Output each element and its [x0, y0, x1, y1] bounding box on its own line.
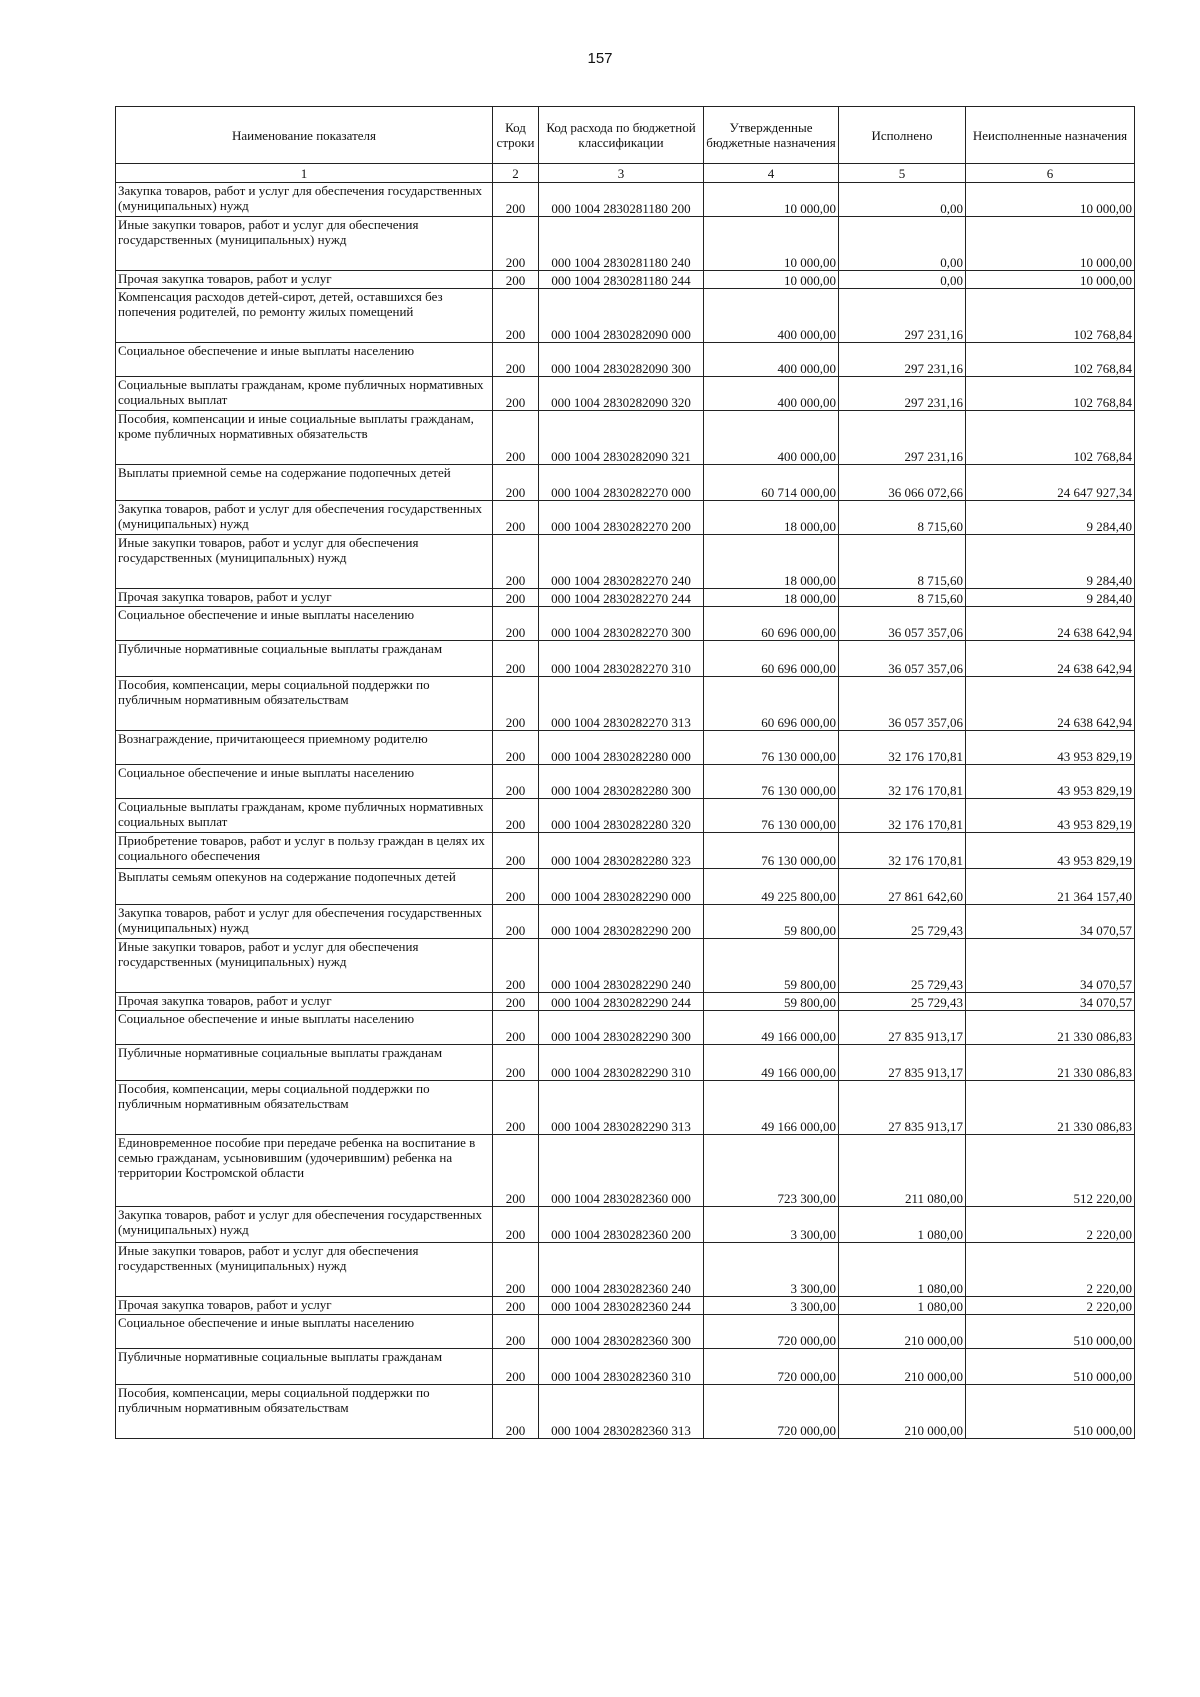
row-executed-amount: 32 176 170,81 — [839, 765, 966, 799]
table-row — [116, 589, 1135, 607]
budget-execution-table — [115, 106, 1135, 1439]
row-unexecuted-amount: 9 284,40 — [966, 501, 1135, 535]
row-executed-amount: 32 176 170,81 — [839, 799, 966, 833]
row-approved-amount: 49 166 000,00 — [704, 1081, 839, 1135]
row-budget-class-code: 000 1004 2830282270 200 — [539, 501, 704, 535]
row-approved-amount: 76 130 000,00 — [704, 833, 839, 869]
row-approved-amount: 59 800,00 — [704, 993, 839, 1011]
row-line-code: 200 — [493, 607, 539, 641]
row-budget-class-code: 000 1004 2830282270 240 — [539, 535, 704, 589]
row-unexecuted-amount: 43 953 829,19 — [966, 731, 1135, 765]
row-executed-amount: 36 057 357,06 — [839, 677, 966, 731]
row-unexecuted-amount: 102 768,84 — [966, 343, 1135, 377]
row-line-code: 200 — [493, 535, 539, 589]
row-budget-class-code: 000 1004 2830282270 300 — [539, 607, 704, 641]
row-budget-class-code: 000 1004 2830282090 321 — [539, 411, 704, 465]
table-row — [116, 289, 1135, 343]
row-executed-amount: 0,00 — [839, 183, 966, 217]
table-row — [116, 465, 1135, 501]
row-unexecuted-amount: 9 284,40 — [966, 535, 1135, 589]
row-budget-class-code: 000 1004 2830282290 300 — [539, 1011, 704, 1045]
row-line-code: 200 — [493, 993, 539, 1011]
row-executed-amount: 25 729,43 — [839, 939, 966, 993]
row-unexecuted-amount: 34 070,57 — [966, 905, 1135, 939]
row-name: Закупка товаров, работ и услуг для обеспечения государственных (муниципальных) нужд — [116, 1207, 493, 1243]
row-unexecuted-amount: 510 000,00 — [966, 1385, 1135, 1439]
row-name: Пособия, компенсации, меры социальной поддержки по публичным нормативным обязательствам — [116, 1385, 493, 1439]
column-number: 2 — [493, 164, 539, 183]
row-line-code: 200 — [493, 731, 539, 765]
row-name: Пособия, компенсации, меры социальной поддержки по публичным нормативным обязательствам — [116, 677, 493, 731]
row-line-code: 200 — [493, 1011, 539, 1045]
header-row — [116, 107, 1135, 164]
row-executed-amount: 210 000,00 — [839, 1315, 966, 1349]
row-name: Прочая закупка товаров, работ и услуг — [116, 271, 493, 289]
row-name: Вознаграждение, причитающееся приемному родителю — [116, 731, 493, 765]
row-approved-amount: 60 696 000,00 — [704, 607, 839, 641]
table-row — [116, 677, 1135, 731]
row-line-code: 200 — [493, 799, 539, 833]
row-unexecuted-amount: 34 070,57 — [966, 993, 1135, 1011]
row-approved-amount: 60 714 000,00 — [704, 465, 839, 501]
row-executed-amount: 0,00 — [839, 217, 966, 271]
row-budget-class-code: 000 1004 2830282360 310 — [539, 1349, 704, 1385]
table-row — [116, 1011, 1135, 1045]
row-budget-class-code: 000 1004 2830282270 313 — [539, 677, 704, 731]
row-approved-amount: 720 000,00 — [704, 1385, 839, 1439]
row-line-code: 200 — [493, 501, 539, 535]
row-unexecuted-amount: 21 330 086,83 — [966, 1081, 1135, 1135]
row-line-code: 200 — [493, 377, 539, 411]
table-row — [116, 271, 1135, 289]
row-unexecuted-amount: 102 768,84 — [966, 289, 1135, 343]
row-name: Иные закупки товаров, работ и услуг для обеспечения государственных (муниципальных) нужд — [116, 535, 493, 589]
row-approved-amount: 18 000,00 — [704, 589, 839, 607]
column-number-row — [116, 164, 1135, 183]
row-approved-amount: 49 225 800,00 — [704, 869, 839, 905]
row-approved-amount: 76 130 000,00 — [704, 731, 839, 765]
row-unexecuted-amount: 21 364 157,40 — [966, 869, 1135, 905]
row-unexecuted-amount: 21 330 086,83 — [966, 1011, 1135, 1045]
table-row — [116, 833, 1135, 869]
row-line-code: 200 — [493, 1135, 539, 1207]
table-row — [116, 641, 1135, 677]
row-budget-class-code: 000 1004 2830282360 313 — [539, 1385, 704, 1439]
row-name: Социальные выплаты гражданам, кроме публичных нормативных социальных выплат — [116, 377, 493, 411]
row-executed-amount: 297 231,16 — [839, 289, 966, 343]
row-line-code: 200 — [493, 589, 539, 607]
row-unexecuted-amount: 10 000,00 — [966, 271, 1135, 289]
row-executed-amount: 0,00 — [839, 271, 966, 289]
table-row — [116, 501, 1135, 535]
row-approved-amount: 10 000,00 — [704, 183, 839, 217]
row-name: Социальное обеспечение и иные выплаты населению — [116, 765, 493, 799]
row-unexecuted-amount: 102 768,84 — [966, 411, 1135, 465]
table-row — [116, 1297, 1135, 1315]
header-line-code: Код строки — [493, 107, 539, 164]
row-budget-class-code: 000 1004 2830281180 200 — [539, 183, 704, 217]
row-name: Прочая закупка товаров, работ и услуг — [116, 589, 493, 607]
row-name: Прочая закупка товаров, работ и услуг — [116, 1297, 493, 1315]
row-budget-class-code: 000 1004 2830282360 244 — [539, 1297, 704, 1315]
row-executed-amount: 25 729,43 — [839, 905, 966, 939]
row-executed-amount: 27 835 913,17 — [839, 1081, 966, 1135]
row-name: Социальные выплаты гражданам, кроме публичных нормативных социальных выплат — [116, 799, 493, 833]
table-row — [116, 607, 1135, 641]
row-executed-amount: 32 176 170,81 — [839, 731, 966, 765]
row-line-code: 200 — [493, 1315, 539, 1349]
row-budget-class-code: 000 1004 2830282280 323 — [539, 833, 704, 869]
table-row — [116, 183, 1135, 217]
header-budget-class-code: Код расхода по бюджетной классификации — [539, 107, 704, 164]
row-budget-class-code: 000 1004 2830282290 310 — [539, 1045, 704, 1081]
row-unexecuted-amount: 510 000,00 — [966, 1315, 1135, 1349]
row-budget-class-code: 000 1004 2830282360 200 — [539, 1207, 704, 1243]
row-line-code: 200 — [493, 677, 539, 731]
table-row — [116, 1207, 1135, 1243]
row-approved-amount: 400 000,00 — [704, 377, 839, 411]
row-executed-amount: 36 057 357,06 — [839, 607, 966, 641]
page-number: 157 — [587, 50, 613, 67]
table-row — [116, 799, 1135, 833]
row-budget-class-code: 000 1004 2830282360 240 — [539, 1243, 704, 1297]
row-executed-amount: 27 835 913,17 — [839, 1011, 966, 1045]
row-executed-amount: 32 176 170,81 — [839, 833, 966, 869]
column-number: 3 — [539, 164, 704, 183]
row-executed-amount: 36 057 357,06 — [839, 641, 966, 677]
row-line-code: 200 — [493, 765, 539, 799]
row-executed-amount: 27 835 913,17 — [839, 1045, 966, 1081]
table-row — [116, 535, 1135, 589]
row-executed-amount: 297 231,16 — [839, 343, 966, 377]
row-name: Публичные нормативные социальные выплаты гражданам — [116, 641, 493, 677]
row-executed-amount: 8 715,60 — [839, 589, 966, 607]
row-line-code: 200 — [493, 411, 539, 465]
row-unexecuted-amount: 2 220,00 — [966, 1297, 1135, 1315]
row-line-code: 200 — [493, 939, 539, 993]
table-row — [116, 1385, 1135, 1439]
row-unexecuted-amount: 43 953 829,19 — [966, 833, 1135, 869]
header-executed: Исполнено — [839, 107, 966, 164]
row-executed-amount: 1 080,00 — [839, 1297, 966, 1315]
row-executed-amount: 25 729,43 — [839, 993, 966, 1011]
table-row — [116, 1315, 1135, 1349]
row-budget-class-code: 000 1004 2830282280 320 — [539, 799, 704, 833]
row-executed-amount: 211 080,00 — [839, 1135, 966, 1207]
row-approved-amount: 76 130 000,00 — [704, 765, 839, 799]
row-approved-amount: 59 800,00 — [704, 905, 839, 939]
row-line-code: 200 — [493, 869, 539, 905]
column-number: 5 — [839, 164, 966, 183]
table-row — [116, 993, 1135, 1011]
table-row — [116, 1045, 1135, 1081]
row-executed-amount: 297 231,16 — [839, 411, 966, 465]
row-budget-class-code: 000 1004 2830282290 313 — [539, 1081, 704, 1135]
row-unexecuted-amount: 512 220,00 — [966, 1135, 1135, 1207]
table-row — [116, 411, 1135, 465]
row-name: Выплаты приемной семье на содержание подопечных детей — [116, 465, 493, 501]
row-unexecuted-amount: 10 000,00 — [966, 217, 1135, 271]
row-approved-amount: 400 000,00 — [704, 289, 839, 343]
row-budget-class-code: 000 1004 2830282090 300 — [539, 343, 704, 377]
row-unexecuted-amount: 21 330 086,83 — [966, 1045, 1135, 1081]
row-unexecuted-amount: 24 638 642,94 — [966, 677, 1135, 731]
table-row — [116, 869, 1135, 905]
row-budget-class-code: 000 1004 2830282090 320 — [539, 377, 704, 411]
table-row — [116, 1243, 1135, 1297]
row-name: Закупка товаров, работ и услуг для обеспечения государственных (муниципальных) нужд — [116, 905, 493, 939]
row-name: Социальное обеспечение и иные выплаты населению — [116, 343, 493, 377]
row-approved-amount: 720 000,00 — [704, 1349, 839, 1385]
row-unexecuted-amount: 34 070,57 — [966, 939, 1135, 993]
row-name: Прочая закупка товаров, работ и услуг — [116, 993, 493, 1011]
header-approved: Утвержденные бюджетные назначения — [704, 107, 839, 164]
row-approved-amount: 10 000,00 — [704, 217, 839, 271]
row-unexecuted-amount: 43 953 829,19 — [966, 765, 1135, 799]
row-name: Публичные нормативные социальные выплаты гражданам — [116, 1349, 493, 1385]
row-line-code: 200 — [493, 1385, 539, 1439]
row-line-code: 200 — [493, 343, 539, 377]
row-approved-amount: 60 696 000,00 — [704, 641, 839, 677]
column-number: 4 — [704, 164, 839, 183]
row-line-code: 200 — [493, 905, 539, 939]
row-budget-class-code: 000 1004 2830281180 240 — [539, 217, 704, 271]
row-budget-class-code: 000 1004 2830282290 244 — [539, 993, 704, 1011]
row-approved-amount: 18 000,00 — [704, 501, 839, 535]
table-row — [116, 1349, 1135, 1385]
row-name: Иные закупки товаров, работ и услуг для обеспечения государственных (муниципальных) нужд — [116, 217, 493, 271]
row-approved-amount: 18 000,00 — [704, 535, 839, 589]
row-line-code: 200 — [493, 833, 539, 869]
row-budget-class-code: 000 1004 2830282280 300 — [539, 765, 704, 799]
row-approved-amount: 59 800,00 — [704, 939, 839, 993]
row-unexecuted-amount: 9 284,40 — [966, 589, 1135, 607]
table-row — [116, 905, 1135, 939]
row-name: Иные закупки товаров, работ и услуг для обеспечения государственных (муниципальных) нужд — [116, 1243, 493, 1297]
row-line-code: 200 — [493, 289, 539, 343]
row-name: Публичные нормативные социальные выплаты гражданам — [116, 1045, 493, 1081]
row-line-code: 200 — [493, 465, 539, 501]
row-approved-amount: 76 130 000,00 — [704, 799, 839, 833]
row-executed-amount: 8 715,60 — [839, 535, 966, 589]
header-unexecuted: Неисполненные назначения — [966, 107, 1135, 164]
row-budget-class-code: 000 1004 2830281180 244 — [539, 271, 704, 289]
row-executed-amount: 297 231,16 — [839, 377, 966, 411]
row-executed-amount: 8 715,60 — [839, 501, 966, 535]
table-row — [116, 377, 1135, 411]
row-unexecuted-amount: 510 000,00 — [966, 1349, 1135, 1385]
row-name: Выплаты семьям опекунов на содержание подопечных детей — [116, 869, 493, 905]
row-unexecuted-amount: 43 953 829,19 — [966, 799, 1135, 833]
row-name: Приобретение товаров, работ и услуг в пользу граждан в целях их социального обеспечения — [116, 833, 493, 869]
row-approved-amount: 400 000,00 — [704, 411, 839, 465]
row-budget-class-code: 000 1004 2830282290 200 — [539, 905, 704, 939]
row-line-code: 200 — [493, 1081, 539, 1135]
row-approved-amount: 49 166 000,00 — [704, 1011, 839, 1045]
row-budget-class-code: 000 1004 2830282270 000 — [539, 465, 704, 501]
row-name: Пособия, компенсации, меры социальной поддержки по публичным нормативным обязательствам — [116, 1081, 493, 1135]
column-number: 6 — [966, 164, 1135, 183]
row-line-code: 200 — [493, 1207, 539, 1243]
row-approved-amount: 400 000,00 — [704, 343, 839, 377]
row-executed-amount: 210 000,00 — [839, 1385, 966, 1439]
row-budget-class-code: 000 1004 2830282290 000 — [539, 869, 704, 905]
row-unexecuted-amount: 24 647 927,34 — [966, 465, 1135, 501]
row-name: Социальное обеспечение и иные выплаты населению — [116, 607, 493, 641]
table-body — [116, 183, 1135, 1439]
row-line-code: 200 — [493, 183, 539, 217]
row-line-code: 200 — [493, 217, 539, 271]
row-unexecuted-amount: 24 638 642,94 — [966, 641, 1135, 677]
row-budget-class-code: 000 1004 2830282360 300 — [539, 1315, 704, 1349]
row-name: Закупка товаров, работ и услуг для обеспечения государственных (муниципальных) нужд — [116, 183, 493, 217]
row-executed-amount: 1 080,00 — [839, 1243, 966, 1297]
row-budget-class-code: 000 1004 2830282290 240 — [539, 939, 704, 993]
row-name: Закупка товаров, работ и услуг для обеспечения государственных (муниципальных) нужд — [116, 501, 493, 535]
row-unexecuted-amount: 24 638 642,94 — [966, 607, 1135, 641]
table-row — [116, 343, 1135, 377]
table-row — [116, 731, 1135, 765]
row-approved-amount: 10 000,00 — [704, 271, 839, 289]
row-name: Единовременное пособие при передаче ребенка на воспитание в семью гражданам, усыновившим (удочерившим) ребенка на территории Костромской области — [116, 1135, 493, 1207]
row-line-code: 200 — [493, 1349, 539, 1385]
row-approved-amount: 723 300,00 — [704, 1135, 839, 1207]
row-unexecuted-amount: 2 220,00 — [966, 1207, 1135, 1243]
row-approved-amount: 60 696 000,00 — [704, 677, 839, 731]
row-line-code: 200 — [493, 1297, 539, 1315]
table-row — [116, 1135, 1135, 1207]
row-budget-class-code: 000 1004 2830282090 000 — [539, 289, 704, 343]
row-name: Компенсация расходов детей-сирот, детей, оставшихся без попечения родителей, по ремонту жилых помещений — [116, 289, 493, 343]
row-budget-class-code: 000 1004 2830282280 000 — [539, 731, 704, 765]
header-indicator-name: Наименование показателя — [116, 107, 493, 164]
column-number: 1 — [116, 164, 493, 183]
row-executed-amount: 210 000,00 — [839, 1349, 966, 1385]
row-approved-amount: 3 300,00 — [704, 1207, 839, 1243]
table-row — [116, 217, 1135, 271]
row-line-code: 200 — [493, 641, 539, 677]
row-budget-class-code: 000 1004 2830282360 000 — [539, 1135, 704, 1207]
row-name: Иные закупки товаров, работ и услуг для обеспечения государственных (муниципальных) нужд — [116, 939, 493, 993]
table-row — [116, 1081, 1135, 1135]
row-unexecuted-amount: 2 220,00 — [966, 1243, 1135, 1297]
row-unexecuted-amount: 10 000,00 — [966, 183, 1135, 217]
row-name: Социальное обеспечение и иные выплаты населению — [116, 1315, 493, 1349]
row-line-code: 200 — [493, 1243, 539, 1297]
row-budget-class-code: 000 1004 2830282270 244 — [539, 589, 704, 607]
row-approved-amount: 49 166 000,00 — [704, 1045, 839, 1081]
row-line-code: 200 — [493, 271, 539, 289]
table-row — [116, 939, 1135, 993]
row-approved-amount: 3 300,00 — [704, 1297, 839, 1315]
row-budget-class-code: 000 1004 2830282270 310 — [539, 641, 704, 677]
row-name: Пособия, компенсации и иные социальные выплаты гражданам, кроме публичных нормативных обязательств — [116, 411, 493, 465]
row-approved-amount: 720 000,00 — [704, 1315, 839, 1349]
row-name: Социальное обеспечение и иные выплаты населению — [116, 1011, 493, 1045]
row-executed-amount: 27 861 642,60 — [839, 869, 966, 905]
row-unexecuted-amount: 102 768,84 — [966, 377, 1135, 411]
row-executed-amount: 36 066 072,66 — [839, 465, 966, 501]
row-executed-amount: 1 080,00 — [839, 1207, 966, 1243]
row-approved-amount: 3 300,00 — [704, 1243, 839, 1297]
row-line-code: 200 — [493, 1045, 539, 1081]
table-row — [116, 765, 1135, 799]
